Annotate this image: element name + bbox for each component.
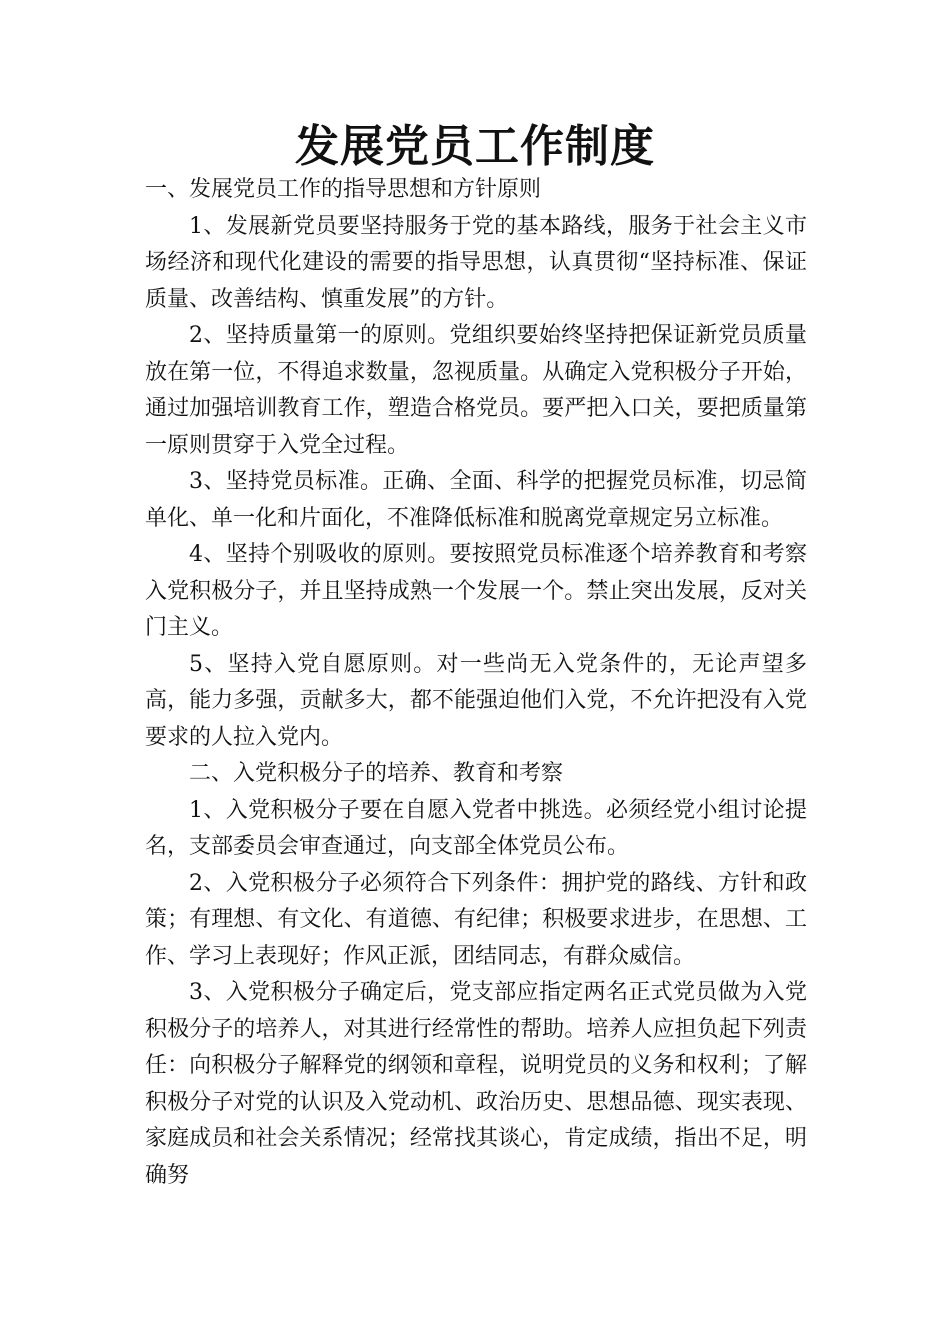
- paragraph: 3、入党积极分子确定后，党支部应指定两名正式党员做为入党积极分子的培养人，对其进行经常性的帮助。培养人应担负起下列责任：向积极分子解释党的纲领和章程，说明党员的义务和权利；了解积极分子对党的认识及入党动机、政治历史、思想品德、现实表现、家庭成员和社会关系情况；经常找其谈心，肯定成绩，指出不足，明确努: [145, 980, 807, 1188]
- paragraph: 3、坚持党员标准。正确、全面、科学的把握党员标准，切忌简单化、单一化和片面化，不准降低标准和脱离党章规定另立标准。: [145, 469, 807, 531]
- paragraph: 4、坚持个别吸收的原则。要按照党员标准逐个培养教育和考察入党积极分子，并且坚持成熟一个发展一个。禁止突出发展，反对关门主义。: [145, 542, 807, 640]
- paragraph: 2、坚持质量第一的原则。党组织要始终坚持把保证新党员质量放在第一位，不得追求数量，忽视质量。从确定入党积极分子开始，通过加强培训教育工作，塑造合格党员。要严把入口关，要把质量第一原则贯穿于入党全过程。: [145, 323, 807, 458]
- document-title: 发展党员工作制度: [295, 121, 655, 172]
- section-heading-1: 一、发展党员工作的指导思想和方针原则: [145, 177, 542, 202]
- section-heading-2: 二、入党积极分子的培养、教育和考察: [189, 761, 564, 786]
- paragraph: 5、坚持入党自愿原则。对一些尚无入党条件的，无论声望多高，能力多强，贡献多大，都不能强迫他们入党，不允许把没有入党要求的人拉入党内。: [145, 651, 807, 750]
- paragraph: 2、入党积极分子必须符合下列条件：拥护党的路线、方针和政策；有理想、有文化、有道德、有纪律；积极要求进步，在思想、工作、学习上表现好；作风正派，团结同志，有群众威信。: [145, 870, 807, 969]
- document-body: [145, 172, 807, 1194]
- paragraph: 1、发展新党员要坚持服务于党的基本路线，服务于社会主义市场经济和现代化建设的需要的指导思想，认真贯彻“坚持标准、保证质量、改善结构、慎重发展”的方针。: [145, 213, 807, 312]
- paragraph: 1、入党积极分子要在自愿入党者中挑选。必须经党小组讨论提名，支部委员会审查通过，向支部全体党员公布。: [145, 797, 807, 859]
